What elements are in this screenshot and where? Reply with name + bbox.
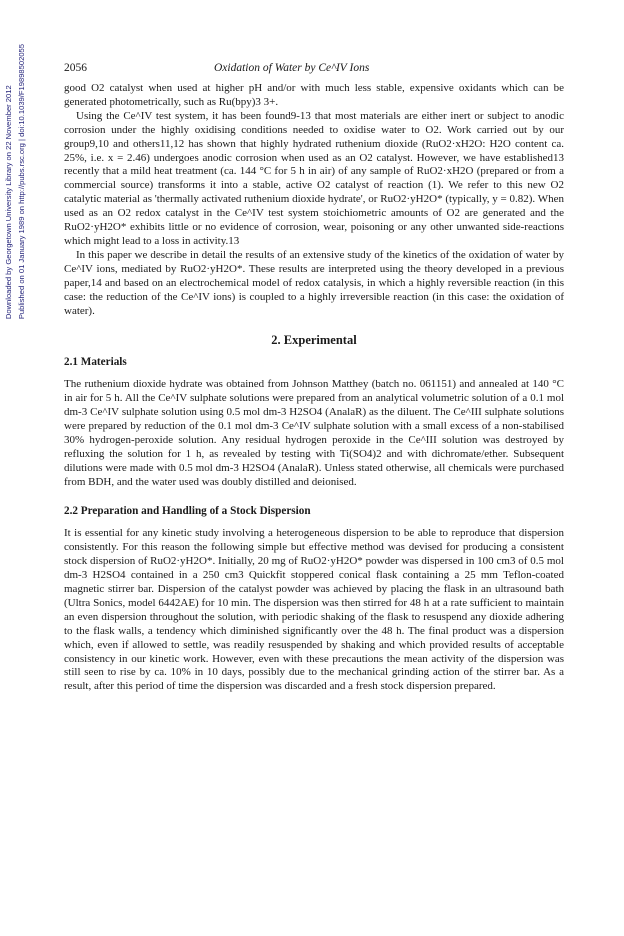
download-watermark bbox=[2, 0, 26, 620]
download-notice: Downloaded by Georgetown University Library on 22 November 2012 bbox=[4, 85, 13, 320]
materials-paragraph: The ruthenium dioxide hydrate was obtained from Johnson Matthey (batch no. 061151) and annealed at 140 °C in air for 5 h. All the Ce^IV sulphate solutions were prepared from an analytical volumetric solution of a 0.1 mol dm-3 Ce^IV sulphate solution using 0.5 mol dm-3 H2SO4 (AnalaR) as the diluent. The Ce^III sulphate solutions were prepared by reduction of the 0.1 mol dm-3 Ce^IV sulphate solution with a small excess of a non-stabilised 30% hydrogen-peroxide solution. Any residual hydrogen peroxide in the Ce^III solution was destroyed by refluxing the solution for 1 h, as revealed by testing with Ti(SO4)2 and with dichromate/ether. Subsequent dilutions were made with 0.5 mol dm-3 H2SO4 (AnalaR). Unless stated otherwise, all chemicals were purchased from BDH, and the water used was doubly distilled and deionised. bbox=[64, 378, 564, 488]
intro-paragraph-1: good O2 catalyst when used at higher pH and/or with much less stable, expensive oxidants which can be generated photometrically, such as Ru(bpy)3 3+. bbox=[64, 82, 564, 108]
article-page bbox=[64, 62, 564, 694]
running-header bbox=[64, 62, 564, 82]
subsection-title-stock-dispersion: 2.2 Preparation and Handling of a Stock Dispersion bbox=[64, 505, 311, 518]
running-title: Oxidation of Water by Ce^IV Ions bbox=[214, 62, 370, 74]
intro-paragraph-2: Using the Ce^IV test system, it has been found9-13 that most materials are either inert or subject to anodic corrosion under the highly oxidising conditions needed to oxidise water to O2. Work carried out by our group9,10 and others11,12 has shown that highly hydrated ruthenium dioxide (RuO2·xH2O: H2O content ca. 25%, i.e. x = 2.46) undergoes anodic corrosion when used as an O2 catalyst. However, we have established13 recently that a mild heat treatment (ca. 144 °C for 5 h in air) of any sample of RuO2·xH2O (prepared or from a commercial source) transforms it into a stable, active O2 catalyst of reaction (1). We refer to this new O2 catalytic material as 'thermally activated ruthenium dioxide hydrate', or RuO2·yH2O* (typically, y = 0.82). When used as an O2 redox catalyst in the Ce^IV test system stoichiometric amounts of O2 are generated and the RuO2·yH2O* exhibits little or no evidence of corrosion, wear, poisoning or any other unwanted side-reactions which might lead to a loss in activity.13 bbox=[64, 109, 564, 247]
subsection-title-materials: 2.1 Materials bbox=[64, 356, 127, 369]
intro-paragraph-3: In this paper we describe in detail the results of an extensive study of the kinetics of the oxidation of water by Ce^IV ions, mediated by RuO2·yH2O*. These results are interpreted using the theory developed in a previous paper,14 and based on an electrochemical model of redox catalysis, in which a highly reversible reaction (in this case: the reduction of the Ce^IV ions) is coupled to a highly irreversible reaction (in this case: the oxidation of water). bbox=[64, 248, 564, 317]
publication-notice: Published on 01 January 1989 on http://pubs.rsc.org | doi:10.1039/F19898502055 bbox=[17, 44, 26, 320]
section-title: 2. Experimental bbox=[271, 333, 357, 348]
page-number: 2056 bbox=[64, 62, 87, 74]
stock-dispersion-paragraph: It is essential for any kinetic study involving a heterogeneous dispersion to be able to reproduce that dispersion consistently. For this reason the following simple but effective method was devised for producing a consistent stock dispersion of RuO2·yH2O*. Initially, 20 mg of RuO2·yH2O* powder was dispersed in 100 cm3 of 0.5 mol dm-3 H2SO4 contained in a 250 cm3 Quickfit stoppered conical flask containing a 25 mm Teflon-coated magnetic stirrer bar. Dispersion of the catalyst powder was achieved by placing the flask in an ultrasound bath (Ultra Sonics, model 6442AE) for 10 min. The dispersion was then stirred for 48 h at a rate sufficient to maintain an even dispersion throughout the solution, with periodic shaking of the flask to resuspend any dioxide adhering to the flask walls, a tendency which diminished significantly over the 48 h. The final product was a dispersion which, even if allowed to settle, was readily resuspended by shaking and which provided results of acceptable consistency in our kinetic work. However, even with these precautions the mean activity of the dispersion was still seen to rise by ca. 10% in 10 days, possibly due to the mechanical grinding action of the stirrer bar. As a result, after this period of time the dispersion was discarded and a fresh stock dispersion prepared. bbox=[64, 527, 564, 693]
